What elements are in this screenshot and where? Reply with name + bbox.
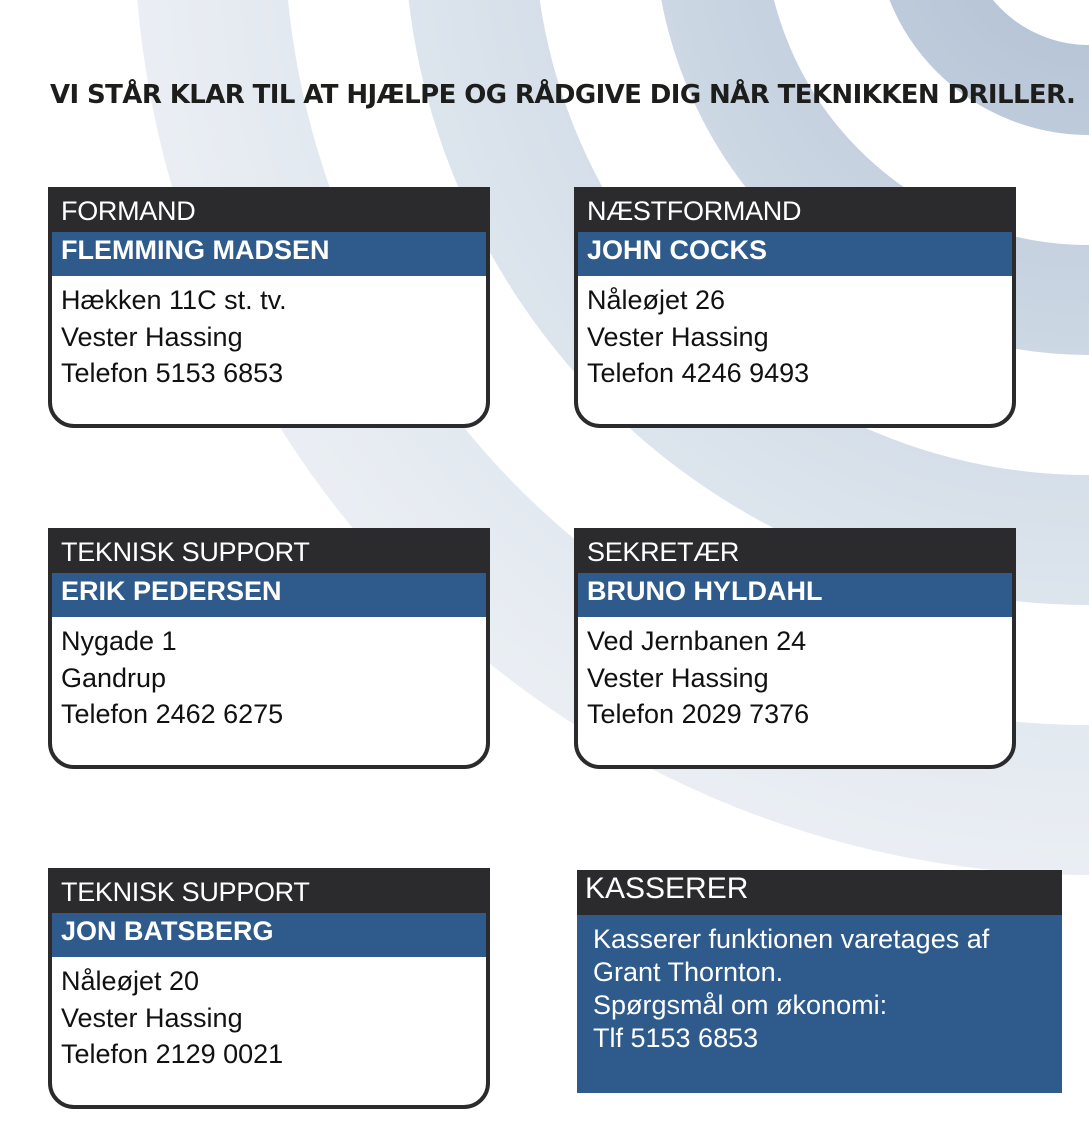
card-address: Nåleøjet 20: [61, 966, 200, 996]
card-address: Ved Jernbanen 24: [587, 626, 807, 656]
card-name: ERIK PEDERSEN: [52, 573, 486, 617]
card-role: NÆSTFORMAND: [578, 191, 1012, 232]
treasurer-role: KASSERER: [577, 870, 1062, 915]
card-phone: Telefon 2029 7376: [587, 699, 810, 729]
treasurer-box: [577, 870, 1062, 1093]
treasurer-line: Kasserer funktionen varetages af: [593, 924, 990, 954]
card-role: FORMAND: [52, 191, 486, 232]
contact-card-sekretaer: [574, 528, 1016, 769]
card-name: JON BATSBERG: [52, 913, 486, 957]
card-role: TEKNISK SUPPORT: [52, 872, 486, 913]
card-city: Vester Hassing: [587, 321, 769, 352]
card-phone: Telefon 2129 0021: [61, 1039, 284, 1069]
contact-card-teknisk-support-2: [48, 868, 490, 1109]
card-name: JOHN COCKS: [578, 232, 1012, 276]
treasurer-line: Grant Thornton.: [593, 957, 784, 987]
card-phone: Telefon 5153 6853: [61, 358, 284, 388]
card-city: Vester Hassing: [587, 662, 769, 693]
treasurer-line: Tlf 5153 6853: [593, 1023, 759, 1053]
contact-card-teknisk-support-1: [48, 528, 490, 769]
card-name: FLEMMING MADSEN: [52, 232, 486, 276]
card-city: Gandrup: [61, 662, 167, 693]
page-headline: VI STÅR KLAR TIL AT HJÆLPE OG RÅDGIVE DIG NÅR TEKNIKKEN DRILLER.: [50, 80, 1076, 110]
card-details: [52, 617, 486, 733]
treasurer-details: [577, 915, 1062, 1093]
card-details: [52, 957, 486, 1073]
card-details: [578, 617, 1012, 733]
card-role: SEKRETÆR: [578, 532, 1012, 573]
card-address: Hækken 11C st. tv.: [61, 285, 287, 315]
card-address: Nåleøjet 26: [587, 285, 726, 315]
contact-card-naestformand: [574, 187, 1016, 428]
contact-card-formand: [48, 187, 490, 428]
card-details: [52, 276, 486, 392]
card-city: Vester Hassing: [61, 321, 243, 352]
card-name: BRUNO HYLDAHL: [578, 573, 1012, 617]
card-phone: Telefon 4246 9493: [587, 358, 810, 388]
card-phone: Telefon 2462 6275: [61, 699, 284, 729]
treasurer-line: Spørgsmål om økonomi:: [593, 990, 888, 1020]
card-address: Nygade 1: [61, 626, 177, 656]
card-role: TEKNISK SUPPORT: [52, 532, 486, 573]
card-details: [578, 276, 1012, 392]
card-city: Vester Hassing: [61, 1002, 243, 1033]
